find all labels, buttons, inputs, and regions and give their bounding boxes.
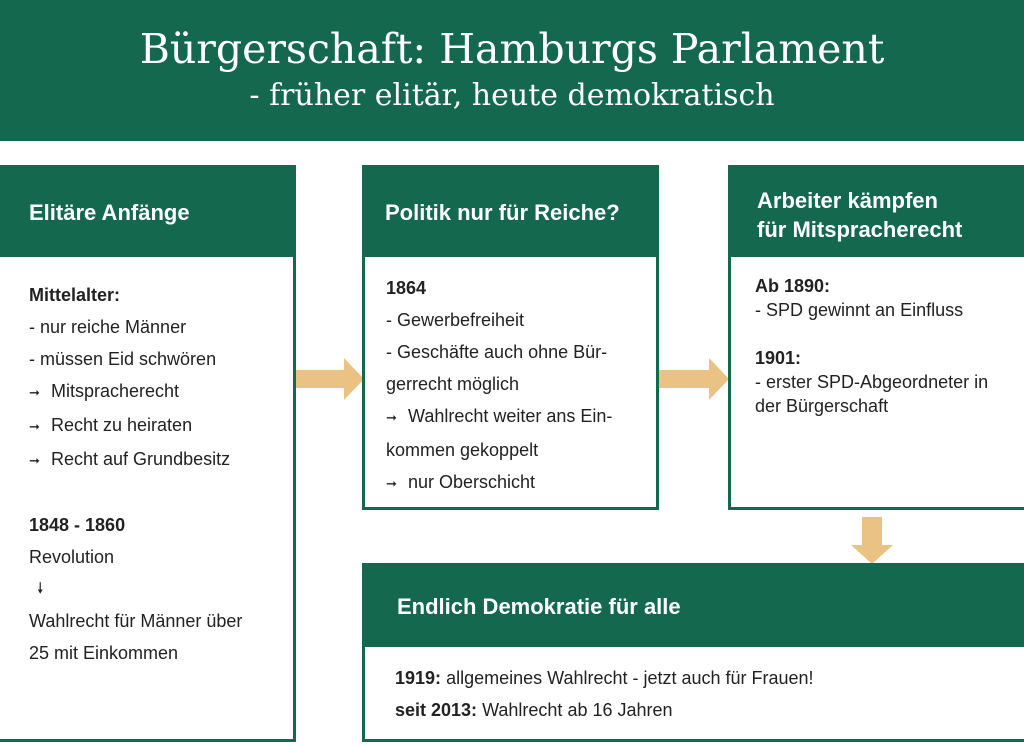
list-item: - Geschäfte auch ohne Bür- (386, 342, 608, 362)
box-heading-text: für Mitspracherecht (757, 217, 963, 242)
year-label: 1919: (395, 668, 442, 688)
box-arbeiter-kaempfen (728, 165, 1024, 510)
right-arrow-icon: ➞ (29, 385, 40, 400)
list-item: gerrecht möglich (386, 374, 520, 394)
list-item (29, 443, 242, 477)
list-item-text: Recht auf Grundbesitz (51, 449, 231, 469)
box-heading-text: Arbeiter kämpfen (757, 188, 938, 213)
year-label: Ab 1890: (755, 276, 831, 296)
box-heading (365, 566, 1024, 647)
box-politik-reiche (362, 165, 659, 510)
period-label: Mittelalter: (29, 285, 121, 305)
list-item-text: Wahlrecht ab 16 Jahren (482, 700, 673, 720)
list-item: Revolution (29, 547, 115, 567)
box-body (755, 274, 988, 418)
list-item: - Gewerbefreiheit (386, 310, 525, 330)
year-label: 1901: (755, 348, 802, 368)
list-item: - erster SPD-Abgeordneter in (755, 372, 989, 392)
spacer (755, 322, 988, 346)
list-item-text: Wahlrecht weiter ans Ein- (408, 406, 613, 426)
list-item: - SPD gewinnt an Einfluss (755, 300, 964, 320)
right-arrow-icon: ➞ (386, 476, 397, 491)
box-heading-text: Elitäre Anfänge (29, 200, 190, 225)
year-label: 1864 (386, 278, 427, 298)
box-body (386, 272, 612, 500)
box-endlich-demokratie (362, 563, 1024, 742)
list-item: kommen gekoppelt (386, 440, 539, 460)
list-item (29, 409, 242, 443)
header-banner (0, 0, 1024, 141)
list-item (29, 375, 242, 409)
list-item-text: Mitspracherecht (51, 381, 180, 401)
right-arrow-icon: ➞ (386, 410, 397, 425)
list-item: 25 mit Einkommen (29, 643, 179, 663)
box-heading (731, 168, 1024, 257)
list-item (386, 466, 612, 500)
list-item (386, 400, 612, 434)
right-arrow-icon: ➞ (29, 419, 40, 434)
box-body (29, 279, 242, 669)
list-item (395, 694, 814, 726)
list-item-text: nur Oberschicht (408, 472, 536, 492)
box-heading-text: Endlich Demokratie für alle (397, 594, 681, 619)
list-item-text: allgemeines Wahlrecht - jetzt auch für Frauen! (446, 668, 814, 688)
box-heading (365, 168, 656, 257)
page-title: Bürgerschaft: Hamburgs Parlament (139, 25, 885, 73)
list-item (395, 662, 814, 694)
year-label: seit 2013: (395, 700, 478, 720)
period-label: 1848 - 1860 (29, 515, 126, 535)
right-arrow-icon: ➞ (29, 453, 40, 468)
down-arrow-icon: 🠗 (37, 580, 44, 597)
box-body (395, 662, 814, 726)
list-item-text: Recht zu heiraten (51, 415, 193, 435)
list-item: - nur reiche Männer (29, 317, 187, 337)
list-item: - müssen Eid schwören (29, 349, 217, 369)
list-item: Wahlrecht für Männer über (29, 611, 243, 631)
box-heading (0, 168, 293, 257)
box-heading-text: Politik nur für Reiche? (385, 200, 620, 225)
spacer (29, 477, 242, 509)
down-arrow-icon (851, 517, 893, 564)
right-arrow-icon (659, 358, 729, 400)
box-elitaere-anfaenge (0, 165, 296, 742)
right-arrow-icon (296, 358, 364, 400)
page-subtitle: - früher elitär, heute demokratisch (249, 78, 775, 113)
list-item: der Bürgerschaft (755, 396, 889, 416)
